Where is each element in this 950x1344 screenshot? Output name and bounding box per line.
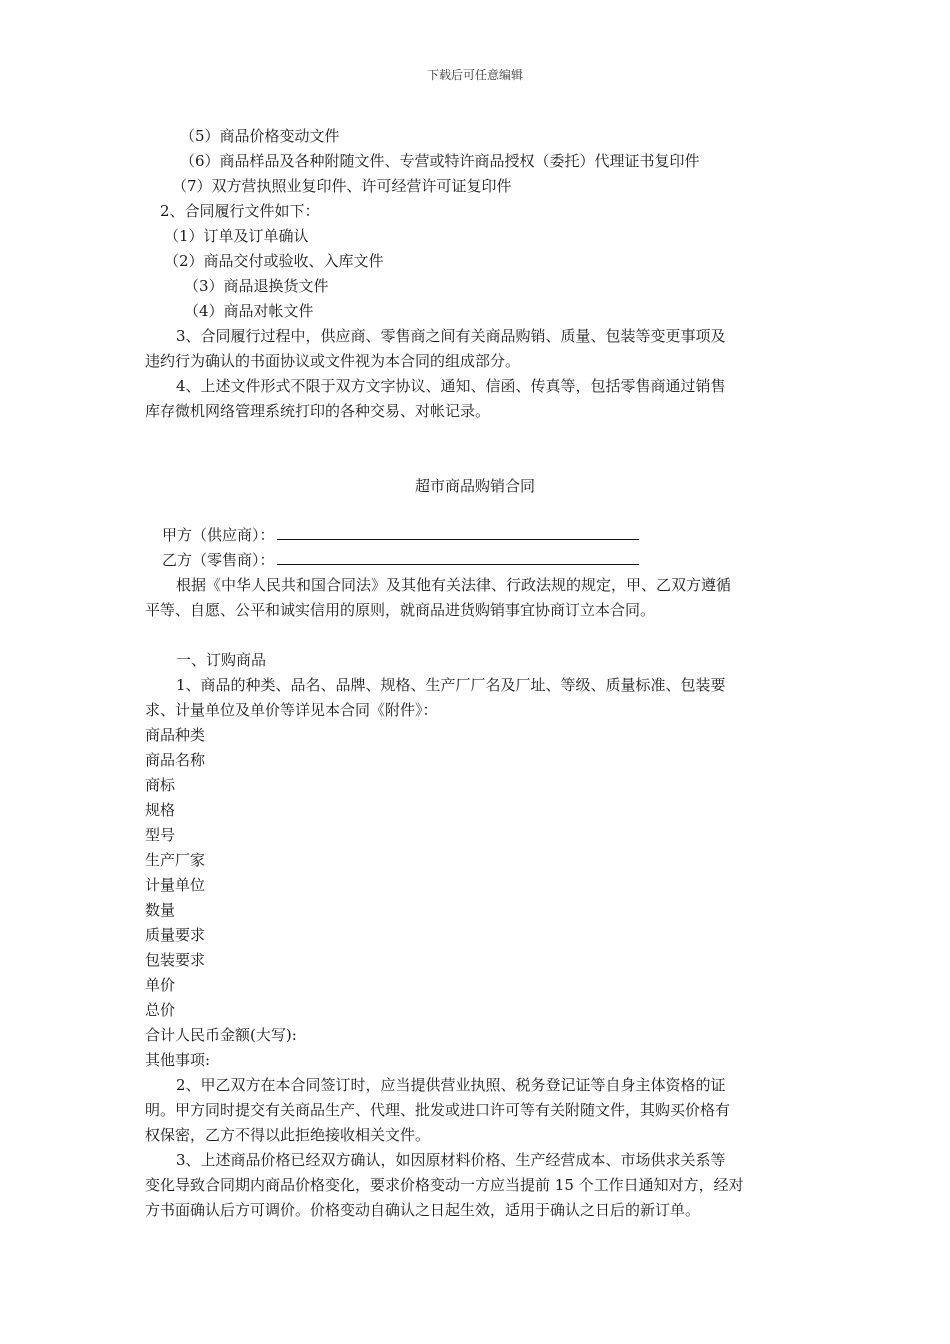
intro-line-2: 平等、自愿、公平和诚实信用的原则，就商品进货购销事宜协商订立本合同。 [145, 601, 656, 619]
doc-item-7: （7）双方营执照业复印件、许可经营许可证复印件 [172, 177, 512, 195]
item-2-line-1: 2、甲乙双方在本合同签订时，应当提供营业执照、税务登记证等自身主体资格的证 [176, 1076, 726, 1094]
item-3-line-2: 变化导致合同期内商品价格变化，要求价格变动一方应当提前 15 个工作日通知对方，经对 [145, 1176, 744, 1194]
item-3-line-1: 3、上述商品价格已经双方确认，如因原材料价格、生产经营成本、市场供求关系等 [176, 1151, 726, 1169]
field-category: 商品种类 [145, 726, 206, 744]
clause-4-line-1: 4、上述文件形式不限于双方文字协议、通知、信函、传真等，包括零售商通过销售 [176, 377, 726, 395]
field-unit-price: 单价 [145, 976, 176, 994]
perf-item-2: （2）商品交付或验收、入库文件 [164, 252, 384, 270]
perf-item-4: （4）商品对帐文件 [184, 302, 314, 320]
header-note: 下载后可任意编辑 [426, 68, 523, 82]
doc-item-6: （6）商品样品及各种附随文件、专营或特许商品授权（委托）代理证书复印件 [180, 152, 700, 170]
field-spec: 规格 [145, 801, 176, 819]
doc-item-5: （5）商品价格变动文件 [180, 127, 340, 145]
party-a-label: 甲方（供应商）： [162, 526, 275, 544]
field-quantity: 数量 [145, 901, 176, 919]
field-manufacturer: 生产厂家 [145, 851, 206, 869]
item-2-line-2: 明。甲方同时提交有关商品生产、代理、批发或进口许可等有关附随文件，其购买价格有 [145, 1101, 731, 1119]
perf-item-3: （3）商品退换货文件 [184, 277, 329, 295]
party-b-label: 乙方（零售商）： [162, 551, 275, 569]
field-name: 商品名称 [145, 751, 206, 769]
item-2-line-3: 权保密，乙方不得以此拒绝接收相关文件。 [145, 1126, 431, 1144]
intro-line-1: 根据《中华人民共和国合同法》及其他有关法律、行政法规的规定，甲、乙双方遵循 [176, 576, 732, 594]
contract-title: 超市商品购销合同 [414, 477, 535, 495]
item-1-line-1: 1、商品的种类、品名、品牌、规格、生产厂厂名及厂址、等级、质量标准、包装要 [176, 676, 726, 694]
clause-3-line-2: 违约行为确认的书面协议或文件视为本合同的组成部分。 [145, 352, 521, 370]
field-total-price: 总价 [145, 1001, 176, 1019]
field-total-rmb: 合计人民币金额(大写): [145, 1026, 297, 1044]
clause-2-heading: 2、合同履行文件如下： [160, 202, 320, 220]
field-quality: 质量要求 [145, 926, 206, 944]
field-unit: 计量单位 [145, 876, 206, 894]
party-a-row [162, 525, 639, 545]
section-1-title: 一、订购商品 [176, 651, 267, 669]
field-model: 型号 [145, 826, 176, 844]
party-b-row [162, 550, 639, 570]
party-a-blank-line [277, 525, 639, 540]
field-trademark: 商标 [145, 776, 176, 794]
item-1-line-2: 求、计量单位及单价等详见本合同《附件》： [145, 701, 438, 719]
field-packaging: 包装要求 [145, 951, 206, 969]
party-b-blank-line [277, 550, 639, 565]
clause-3-line-1: 3、合同履行过程中，供应商、零售商之间有关商品购销、质量、包装等变更事项及 [176, 327, 726, 345]
clause-4-line-2: 库存微机网络管理系统打印的各种交易、对帐记录。 [145, 402, 491, 420]
field-other: 其他事项: [145, 1051, 211, 1069]
perf-item-1: （1）订单及订单确认 [164, 227, 309, 245]
item-3-line-3: 方书面确认后方可调价。价格变动自确认之日起生效，适用于确认之日后的新订单。 [145, 1201, 701, 1219]
